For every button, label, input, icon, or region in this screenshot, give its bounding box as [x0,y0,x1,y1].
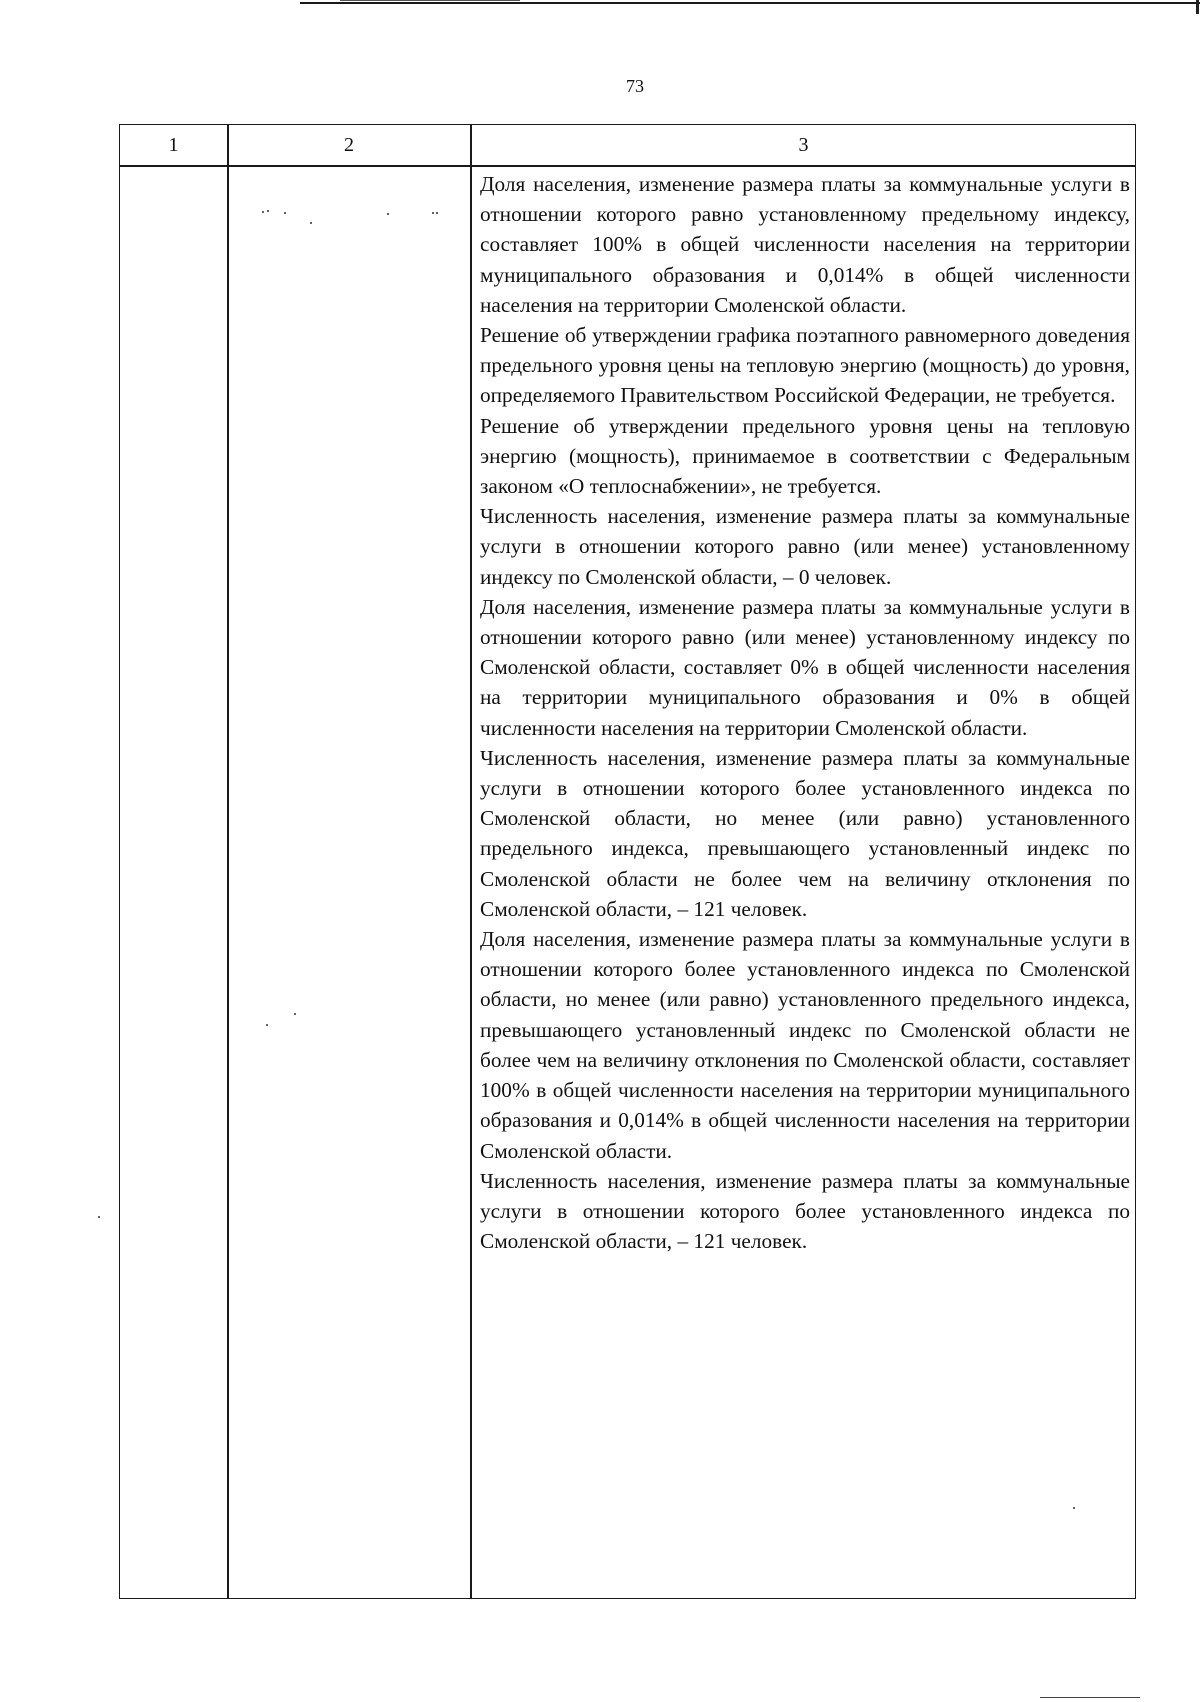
column-header-2: 2 [344,134,354,156]
paragraph: Численность населения, изменение размера платы за коммунальные услуги в отношении которого более установленного индекса по Смоленской области, – 121 человек. [480,1168,1130,1254]
scan-speck [310,222,312,224]
column-header-3: 3 [798,134,809,156]
column-divider-1 [227,125,229,1598]
header-divider [120,165,1135,167]
document-table [119,124,1136,1599]
column-divider-2 [470,125,472,1598]
paragraph: Доля населения, изменение размера платы за коммунальные услуги в отношении которого более установленного индекса по Смоленской области, но менее (или равно) установленного предельного индекса, превышающего установленный индекс по Смоленской области не более чем на величину отклонения по Смоленской области, составляет 100% в общей численности населения на территории муниципального образования и 0,014% в общей численности населения на территории Смоленской области. [480,927,1130,1163]
scan-top-rule [300,2,1200,4]
scan-speck [266,1024,268,1026]
paragraph: Решение об утверждении предельного уровня цены на тепловую энергию (мощность), принимаемое в соответствии с Федеральным законом «О теплоснабжении», не требуется. [480,413,1130,499]
scan-top-rule-fragment [340,0,520,1]
scan-speck [262,211,264,213]
paragraph: Численность населения, изменение размера платы за коммунальные услуги в отношении которого более установленного индекса по Смоленской области, но менее (или равно) установленного предельного индекса, превышающего установленный индекс по Смоленской области не более чем на величину отклонения по Смоленской области, – 121 человек. [480,745,1130,921]
paragraph: Численность населения, изменение размера платы за коммунальные услуги в отношении которого равно (или менее) установленному индексу по Смоленской области, – 0 человек. [480,504,1130,589]
paragraph: Решение об утверждении графика поэтапного равномерного доведения предельного уровня цены на тепловую энергию (мощность) до уровня, определяемого Правительством Российской Федерации, не требуется. [480,323,1130,408]
paragraph: Доля населения, изменение размера платы за коммунальные услуги в отношении которого равно установленному предельному индексу, составляет 100% в общей численности населения на территории муниципального образования и 0,014% в общей численности населения на территории Смоленской области. [480,172,1130,317]
scan-speck [284,212,286,214]
scan-right-edge [1196,0,1199,14]
scan-speck [267,210,269,212]
scan-speck [436,212,438,214]
page-number: 73 [626,76,644,96]
scan-speck [1073,1507,1075,1509]
scan-speck [387,213,389,215]
scan-speck [294,1013,296,1015]
column-3-content [480,169,1130,1256]
scan-bottom-rule [1040,1697,1140,1698]
paragraph: Доля населения, изменение размера платы за коммунальные услуги в отношении которого равно (или менее) установленному индексу по Смоленской области, составляет 0% в общей численности населения на территории муниципального образования и 0% в общей численности населения на территории Смоленской области. [480,594,1130,740]
scan-speck [432,212,434,214]
column-header-1: 1 [168,134,179,156]
scan-speck [98,1216,100,1218]
